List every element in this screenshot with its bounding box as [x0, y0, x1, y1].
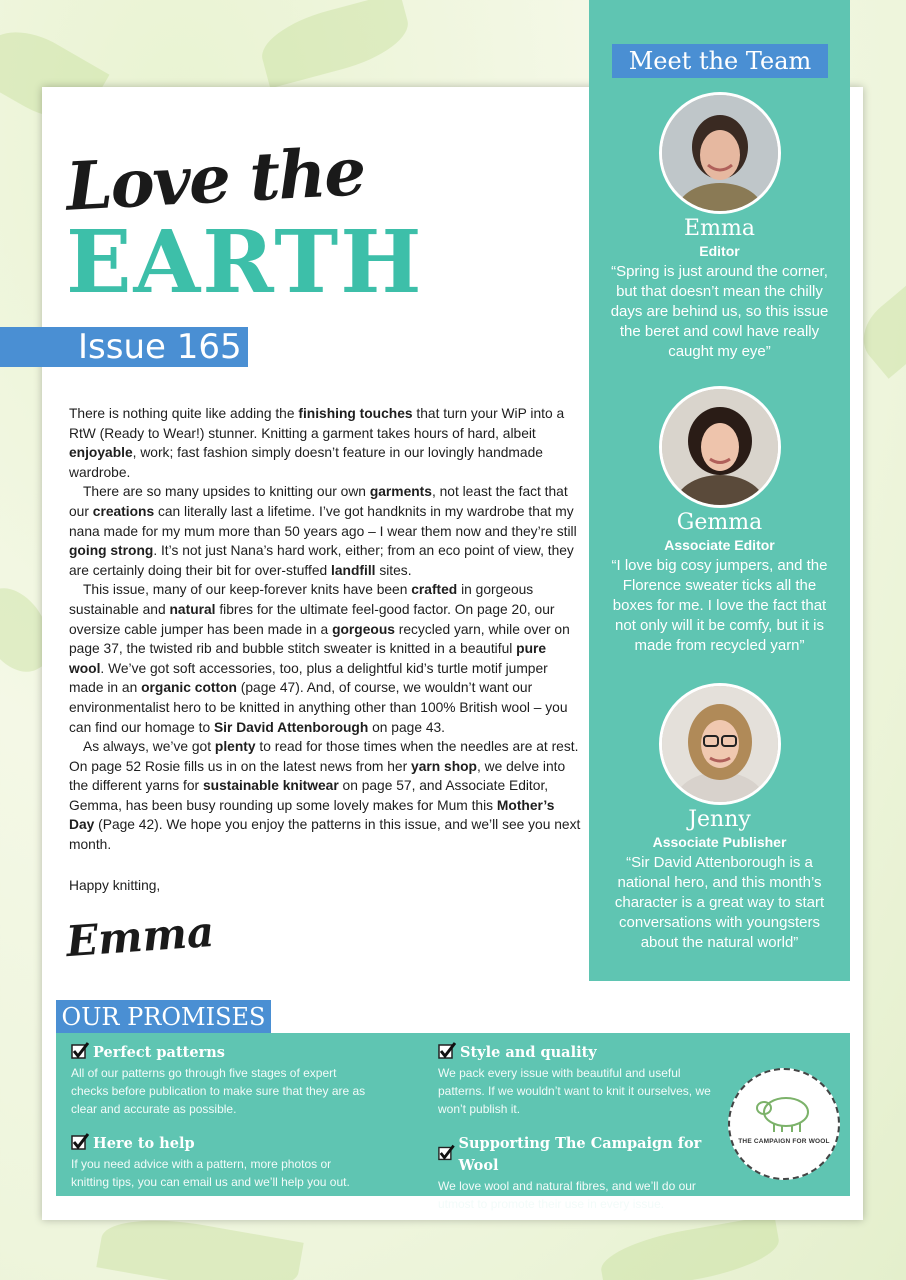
background-leaf	[255, 0, 415, 88]
text-run: can literally last a lifetime. I’ve got handknits in my wardrobe that my nana made for my mum more than 50 years ago – I wear them now and they’re still	[69, 503, 577, 539]
team-member-gemma	[589, 386, 850, 656]
promise-text: We love wool and natural fibres, and we’ll do our utmost to promote their use in every issue.	[438, 1179, 696, 1211]
portrait-gemma	[662, 389, 778, 505]
sheep-icon	[730, 1070, 838, 1140]
text-run: to read for those times when the needles are at rest. On page 52 Rosie fills us in on the latest news from her	[69, 739, 579, 774]
promise-perfect-patterns	[71, 1042, 371, 1118]
bold-phrase: landfill	[331, 562, 376, 578]
member-quote: “I love big cosy jumpers, and the Florence sweater ticks all the boxes for me. I love the fact that not only will it be comfy, but it is made from recycled yarn”	[611, 557, 828, 654]
team-member-emma	[589, 92, 850, 362]
check-icon	[71, 1042, 89, 1060]
member-role: Editor	[699, 243, 740, 259]
promise-text: We pack every issue with beautiful and useful patterns. If we wouldn’t want to knit it ourselves, we won’t publish it.	[438, 1066, 711, 1116]
text-run: fibres for the ultimate feel-good factor. On page 20, our oversize cable jumper has been made in a	[69, 601, 555, 637]
bold-phrase: organic cotton	[141, 680, 237, 696]
text-run: on page 43.	[368, 719, 446, 735]
promises-heading: OUR PROMISES	[56, 1000, 271, 1033]
editorial-body	[69, 404, 581, 855]
bold-phrase: plenty	[214, 739, 256, 755]
editorial-paragraph	[69, 482, 581, 580]
bold-phrase: creations	[92, 503, 155, 519]
editorial-paragraph	[69, 580, 581, 737]
promise-title: Style and quality	[460, 1044, 597, 1061]
portrait-emma	[662, 95, 778, 211]
background-leaf	[597, 1215, 783, 1280]
member-quote: “Spring is just around the corner, but that doesn’t mean the chilly days are behind us, so this issue the beret and cowl have really caught my eye”	[610, 263, 829, 360]
text-run: There is nothing quite like adding the	[69, 406, 299, 421]
bold-phrase: going strong	[69, 543, 154, 559]
promise-campaign-for-wool	[438, 1133, 723, 1213]
text-run: There are so many upsides to knitting our own	[83, 484, 370, 500]
portrait-jenny	[662, 686, 778, 802]
text-run: This issue, many of our keep-forever knits have been	[83, 582, 412, 598]
text-run: , we delve into the different yarns for	[69, 758, 566, 794]
promise-text: If you need advice with a pattern, more photos or knitting tips, you can email us and we’ll help you out.	[71, 1157, 350, 1189]
promise-title: Supporting The Campaign for Wool	[458, 1135, 702, 1174]
member-role: Associate Editor	[664, 537, 775, 553]
promise-title: Here to help	[93, 1135, 195, 1152]
avatar	[659, 92, 781, 214]
text-run: , work; fast fashion simply doesn’t feature in our lovingly handmade wardrobe.	[69, 445, 543, 480]
check-icon	[438, 1144, 455, 1162]
bold-phrase: sustainable knitwear	[202, 778, 339, 794]
promise-here-to-help	[71, 1133, 371, 1191]
campaign-for-wool-badge	[728, 1068, 840, 1180]
text-run: , not least the fact that our	[69, 484, 568, 519]
team-heading: Meet the Team	[612, 44, 828, 78]
member-name: Emma	[684, 216, 755, 241]
member-name: Gemma	[676, 510, 763, 535]
title-script: Love the	[64, 132, 367, 226]
text-run: (Page 42). We hope you enjoy the patterns in this issue, and we’ll see you next month.	[69, 817, 581, 853]
member-quote: “Sir David Attenborough is a national hero, and this month’s character is a great way to start conversations with youngsters about the natural world”	[614, 854, 825, 951]
promise-style-quality	[438, 1042, 723, 1118]
bold-phrase: Mother’s Day	[69, 797, 555, 833]
bold-phrase: gorgeous	[332, 621, 395, 637]
text-run: sites.	[375, 562, 412, 578]
member-name: Jenny	[688, 807, 751, 832]
check-icon	[71, 1133, 89, 1151]
avatar	[659, 386, 781, 508]
team-member-jenny	[589, 683, 850, 953]
bold-phrase: finishing touches	[298, 406, 413, 421]
issue-banner: Issue 165	[0, 327, 248, 367]
text-run: on page 57, and Associate Editor, Gemma, has been busy rounding up some lovely makes for Mum this	[69, 778, 549, 813]
signoff: Happy knitting,	[69, 878, 161, 893]
bold-phrase: Sir David Attenborough	[213, 719, 369, 735]
badge-text: THE CAMPAIGN FOR WOOL	[738, 1138, 830, 1145]
bold-phrase: pure wool	[69, 641, 547, 676]
promise-text: All of our patterns go through five stages of expert checks before publication to make sure that they are as clear and accurate as possible.	[71, 1066, 366, 1116]
bold-phrase: natural	[169, 601, 216, 617]
member-role: Associate Publisher	[652, 834, 787, 850]
avatar	[659, 683, 781, 805]
text-run: that turn your WiP into a RtW (Ready to Wear!) stunner. Knitting a garment takes hours of hard, albeit	[69, 406, 565, 441]
text-run: . It’s not just Nana’s hard work, either; from an eco point of view, they are certainly doing their bit for over-stuffed	[69, 543, 574, 578]
signature: Emma	[64, 906, 216, 967]
promise-title: Perfect patterns	[93, 1044, 225, 1061]
bold-phrase: garments	[369, 484, 432, 500]
text-run: As always, we’ve got	[83, 739, 215, 755]
bold-phrase: crafted	[411, 582, 458, 598]
title-earth: EARTH	[66, 212, 424, 313]
bold-phrase: yarn shop	[411, 758, 477, 774]
text-run: (page 47). And, of course, we wouldn’t want our environmentalist hero to be knitted in anything other than 100% British wool – you can find our homage to	[69, 680, 568, 735]
text-run: in gorgeous sustainable and	[69, 582, 534, 617]
bold-phrase: enjoyable	[69, 445, 133, 461]
text-run: recycled yarn, while over on page 37, the twisted rib and bubble stitch sweater is knitted in a beautiful	[69, 621, 570, 657]
editorial-paragraph	[69, 404, 581, 482]
check-icon	[438, 1042, 456, 1060]
editorial-paragraph	[69, 737, 581, 855]
text-run: . We’ve got soft accessories, too, plus a delightful kid’s turtle motif jumper made in an	[69, 660, 548, 696]
